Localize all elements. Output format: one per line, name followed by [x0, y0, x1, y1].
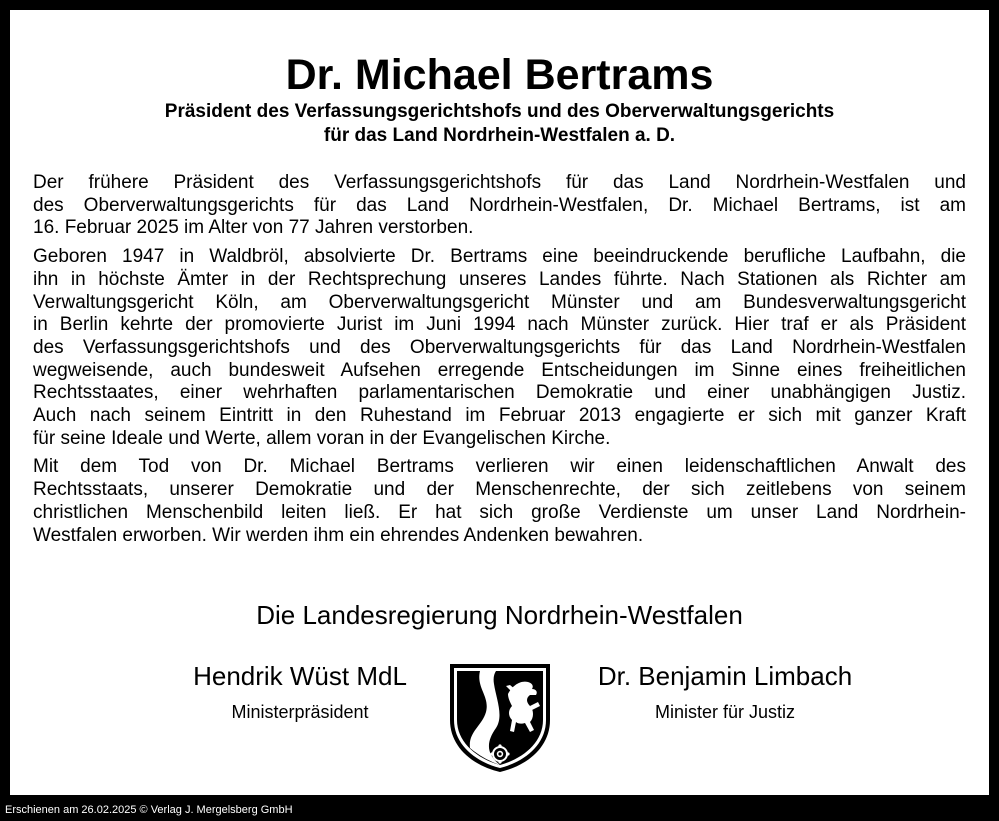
text-line: in Berlin kehrte der promovierte Jurist im Juni 1994 nach Münster zurück. Hier traf er als Präsident — [33, 314, 966, 336]
text-line: Verwaltungsgericht Köln, am Oberverwaltungsgericht Münster und am Bundesverwaltungsgericht — [33, 291, 966, 313]
text-line: christlichen Menschenbild leiten ließ. Er hat sich große Verdienste um unser Land Nordrhein- — [33, 501, 966, 523]
nrw-coat-of-arms-icon — [446, 662, 554, 774]
obituary-text — [33, 172, 966, 553]
text-line: für seine Ideale und Werte, allem voran in der Evangelischen Kirche. — [33, 427, 611, 449]
text-line: Mit dem Tod von Dr. Michael Bertrams verlieren wir einen leidenschaftlichen Anwalt des — [33, 456, 966, 478]
paragraph — [33, 246, 966, 450]
text-line: Rechtsstaates, einer wehrhaften parlamentarischen Demokratie und einer unabhängigen Justiz. — [33, 382, 966, 404]
text-line: des Verfassungsgerichtshofs und des Oberverwaltungsgerichts für das Land Nordrhein-Westfalen — [33, 336, 966, 358]
text-line: Rechtsstaats, unserer Demokratie und der Menschenrechte, der sich zeitlebens von seinem — [33, 479, 966, 501]
paragraph — [33, 172, 966, 240]
signatory-role: Minister für Justiz — [654, 702, 796, 722]
signatory-role: Ministerpräsident — [231, 702, 369, 722]
deceased-title-line: für das Land Nordrhein-Westfalen a. D. — [323, 125, 676, 146]
signatory-name: Dr. Benjamin Limbach — [597, 661, 853, 691]
publication-credit: Erschienen am 26.02.2025 © Verlag J. Mergelsberg GmbH — [5, 804, 293, 816]
text-line: Der frühere Präsident des Verfassungsgerichtshofs für das Land Nordrhein-Westfalen und — [33, 172, 966, 193]
text-line: des Oberverwaltungsgerichts für das Land Nordrhein-Westfalen, Dr. Michael Bertrams, ist am — [33, 194, 966, 216]
text-line: 16. Februar 2025 im Alter von 77 Jahren verstorben. — [33, 217, 474, 239]
text-line: ihn in höchste Ämter in der Rechtsprechung unseres Landes führte. Nach Stationen als Richter am — [33, 268, 966, 290]
signatory-left — [150, 659, 450, 725]
government-signature: Die Landesregierung Nordrhein-Westfalen — [256, 600, 743, 630]
obituary-notice — [10, 10, 989, 795]
text-line: Auch nach seinem Eintritt in den Ruhestand im Februar 2013 engagierte er sich mit ganzer Kraft — [33, 405, 966, 427]
signatory-right — [570, 659, 880, 725]
paragraph — [33, 456, 966, 547]
deceased-title — [10, 100, 989, 148]
text-line: wegweisende, auch bundesweit Aufsehen erregende Entscheidungen im Sinne eines freiheitlichen — [33, 359, 966, 381]
signatory-name: Hendrik Wüst MdL — [193, 661, 407, 691]
deceased-name: Dr. Michael Bertrams — [285, 51, 714, 99]
text-line: Geboren 1947 in Waldbröl, absolvierte Dr. Bertrams eine beeindruckende berufliche Laufbahn, die — [33, 246, 966, 268]
text-line: Westfalen erworben. Wir werden ihm ein ehrendes Andenken bewahren. — [33, 524, 644, 546]
deceased-title-line: Präsident des Verfassungsgerichtshofs und des Oberverwaltungsgerichts — [164, 101, 835, 122]
